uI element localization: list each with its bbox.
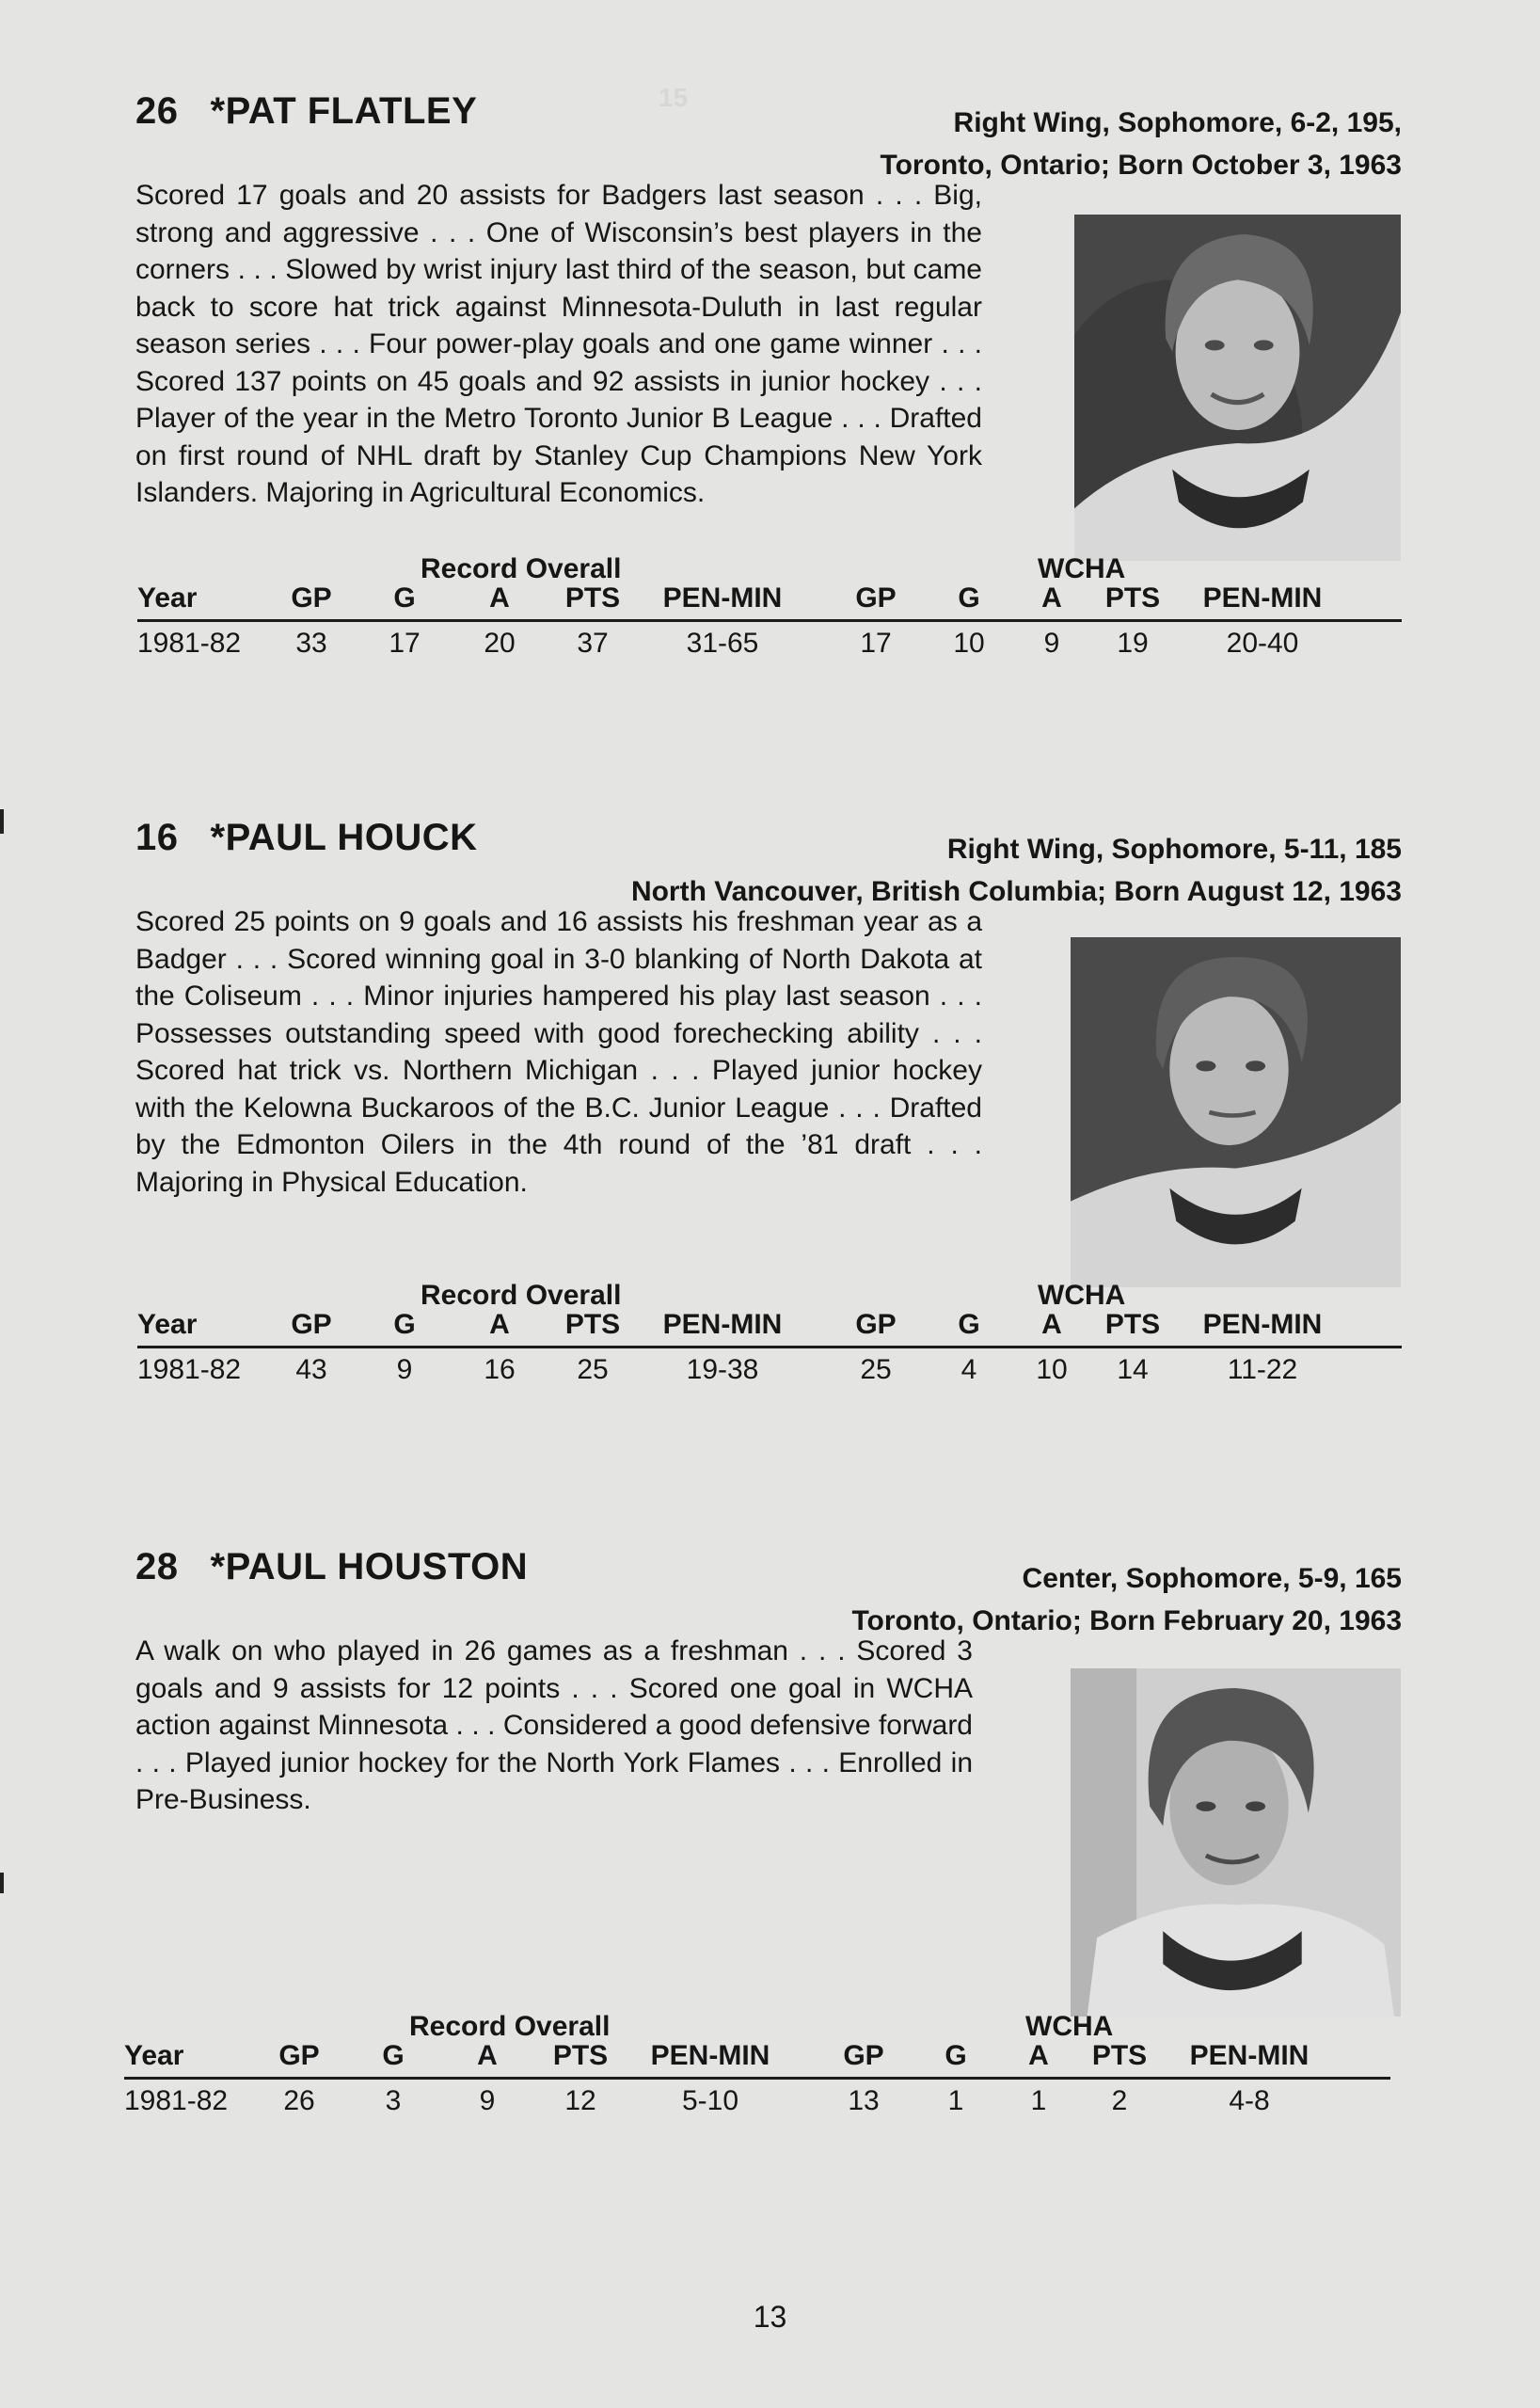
player-headshot-photo bbox=[1074, 215, 1401, 561]
col-g: G bbox=[393, 582, 416, 614]
stats-header-row bbox=[0, 580, 1540, 617]
stat-wcha-pts: 2 bbox=[1111, 2085, 1128, 2116]
player-headshot-photo bbox=[1071, 937, 1401, 1287]
stat-wcha-pts: 19 bbox=[1117, 628, 1149, 659]
col-wcha-pts: PTS bbox=[1104, 582, 1161, 614]
col-wcha-gp: GP bbox=[855, 1309, 897, 1340]
col-g: G bbox=[393, 1309, 416, 1340]
player-bio: Scored 17 goals and 20 assists for Badgers last season . . . Big, strong and aggressive . . . One of Wisconsin’s best players in the corners . . . Slowed by wrist injury last third of the season, but came back to score hat trick against Minnesota-Duluth in last regular season series . . . Four power-play goals and one game winner . . . Scored 137 points on 45 goals and 92 assists in junior hockey . . . Player of the year in the Metro Toronto Junior B League . . . Drafted on first round of NHL draft by Stanley Cup Champions New York Islanders. Majoring in Agricultural Economics. bbox=[135, 180, 982, 508]
stat-wcha-pts: 14 bbox=[1117, 1354, 1149, 1385]
stats-rule bbox=[137, 1346, 1402, 1348]
stat-pts: 37 bbox=[577, 628, 609, 659]
stat-gp: 43 bbox=[295, 1354, 327, 1385]
stat-wcha-g: 4 bbox=[961, 1354, 977, 1385]
col-pts: PTS bbox=[552, 2040, 609, 2071]
headshot-image bbox=[1071, 1668, 1401, 2017]
col-wcha-a: A bbox=[1041, 1309, 1062, 1340]
stat-wcha-pen-min: 20-40 bbox=[1226, 628, 1299, 659]
col-wcha-g: G bbox=[958, 1309, 980, 1340]
stat-wcha-gp: 13 bbox=[848, 2085, 880, 2116]
stats-row bbox=[0, 2082, 1540, 2120]
stat-wcha-gp: 17 bbox=[860, 628, 892, 659]
player-name: *PAUL HOUSTON bbox=[210, 1546, 529, 1587]
player-meta bbox=[631, 828, 1402, 913]
col-pen-min: PEN-MIN bbox=[662, 1309, 783, 1340]
player-name: *PAUL HOUCK bbox=[210, 817, 478, 858]
page-edge-mark bbox=[0, 1873, 4, 1893]
stat-a: 20 bbox=[484, 628, 516, 659]
stat-gp: 33 bbox=[295, 628, 327, 659]
player-number: 26 bbox=[135, 90, 179, 132]
stat-wcha-a: 9 bbox=[1043, 628, 1060, 659]
col-wcha-pen-min: PEN-MIN bbox=[1202, 582, 1323, 614]
player-position-line: Right Wing, Sophomore, 6-2, 195, bbox=[953, 107, 1402, 138]
player-position-line: Right Wing, Sophomore, 5-11, 185 bbox=[946, 834, 1402, 865]
stat-wcha-g: 1 bbox=[947, 2085, 964, 2116]
stat-wcha-gp: 25 bbox=[860, 1354, 892, 1385]
stat-gp: 26 bbox=[283, 2085, 315, 2116]
col-wcha-gp: GP bbox=[855, 582, 897, 614]
player-hometown-line: Toronto, Ontario; Born October 3, 1963 bbox=[880, 150, 1402, 181]
stat-pen-min: 31-65 bbox=[686, 628, 759, 659]
player-name: *PAT FLATLEY bbox=[210, 90, 478, 132]
stat-wcha-a: 10 bbox=[1036, 1354, 1068, 1385]
col-wcha-pts: PTS bbox=[1091, 2040, 1148, 2071]
player-hometown-line: North Vancouver, British Columbia; Born August 12, 1963 bbox=[630, 876, 1402, 907]
col-a: A bbox=[489, 1309, 510, 1340]
stat-year: 1981-82 bbox=[137, 1354, 242, 1385]
player-bio: A walk on who played in 26 games as a freshman . . . Scored 3 goals and 9 assists for 12 points . . . Scored one goal in WCHA action against Minnesota . . . Considered a good defensive forward . . . Played junior hockey for the North York Flames . . . Enrolled in Pre-Business. bbox=[135, 1635, 973, 1815]
col-year: Year bbox=[137, 582, 198, 614]
player-heading bbox=[135, 817, 478, 859]
col-wcha-g: G bbox=[958, 582, 980, 614]
col-a: A bbox=[477, 2040, 498, 2071]
player-number: 28 bbox=[135, 1546, 179, 1587]
col-gp: GP bbox=[291, 1309, 332, 1340]
stats-row bbox=[0, 625, 1540, 662]
stat-wcha-pen-min: 11-22 bbox=[1227, 1354, 1298, 1385]
col-wcha-pen-min: PEN-MIN bbox=[1202, 1309, 1323, 1340]
col-wcha-pts: PTS bbox=[1104, 1309, 1161, 1340]
player-headshot-photo bbox=[1071, 1668, 1401, 2017]
col-wcha-pen-min: PEN-MIN bbox=[1189, 2040, 1310, 2071]
stat-year: 1981-82 bbox=[137, 628, 242, 659]
stat-pen-min: 19-38 bbox=[686, 1354, 759, 1385]
stat-a: 16 bbox=[484, 1354, 516, 1385]
col-pts: PTS bbox=[564, 582, 621, 614]
player-meta bbox=[880, 102, 1402, 186]
player-meta bbox=[851, 1557, 1402, 1642]
stats-rule bbox=[137, 619, 1402, 622]
stat-g: 3 bbox=[385, 2085, 402, 2116]
player-hometown-line: Toronto, Ontario; Born February 20, 1963 bbox=[851, 1605, 1402, 1636]
col-a: A bbox=[489, 582, 510, 614]
col-pen-min: PEN-MIN bbox=[650, 2040, 770, 2071]
stat-wcha-g: 10 bbox=[953, 628, 985, 659]
col-gp: GP bbox=[291, 582, 332, 614]
stat-pts: 25 bbox=[577, 1354, 609, 1385]
col-year: Year bbox=[124, 2040, 184, 2071]
col-year: Year bbox=[137, 1309, 198, 1340]
stat-pts: 12 bbox=[564, 2085, 596, 2116]
stat-wcha-pen-min: 4-8 bbox=[1229, 2085, 1270, 2116]
stat-g: 9 bbox=[396, 1354, 413, 1385]
col-pen-min: PEN-MIN bbox=[662, 582, 783, 614]
bleed-through-text: 15 bbox=[659, 83, 689, 112]
stats-group-wcha: WCHA bbox=[1038, 1280, 1126, 1311]
page-edge-mark bbox=[0, 809, 4, 834]
col-wcha-a: A bbox=[1041, 582, 1062, 614]
player-bio: Scored 25 points on 9 goals and 16 assists his freshman year as a Badger . . . Scored winning goal in 3-0 blanking of North Dakota at the Coliseum . . . Minor injuries hampered his play last season . . . Possesses outstanding speed with good forechecking ability . . . Scored hat trick vs. Northern Michigan . . . Played junior hockey with the Kelowna Buckaroos of the B.C. Junior League . . . Drafted by the Edmonton Oilers in the 4th round of the ’81 draft . . . Majoring in Physical Education. bbox=[135, 906, 982, 1198]
stat-a: 9 bbox=[479, 2085, 496, 2116]
player-position-line: Center, Sophomore, 5-9, 165 bbox=[1022, 1563, 1402, 1594]
col-wcha-gp: GP bbox=[843, 2040, 884, 2071]
stats-rule bbox=[124, 2077, 1390, 2080]
col-pts: PTS bbox=[564, 1309, 621, 1340]
stats-group-overall: Record Overall bbox=[421, 553, 622, 584]
player-number: 16 bbox=[135, 817, 179, 858]
headshot-image bbox=[1071, 937, 1401, 1287]
stats-group-wcha: WCHA bbox=[1025, 2011, 1114, 2042]
headshot-image bbox=[1074, 215, 1401, 561]
stats-header-row bbox=[0, 1306, 1540, 1344]
stat-year: 1981-82 bbox=[124, 2085, 229, 2116]
player-heading bbox=[135, 90, 477, 133]
stats-group-overall: Record Overall bbox=[409, 2011, 611, 2042]
stats-header-row bbox=[0, 2037, 1540, 2075]
col-g: G bbox=[382, 2040, 405, 2071]
col-wcha-a: A bbox=[1028, 2040, 1049, 2071]
col-wcha-g: G bbox=[945, 2040, 967, 2071]
stats-group-wcha: WCHA bbox=[1038, 553, 1126, 584]
stats-group-overall: Record Overall bbox=[421, 1280, 622, 1311]
stat-wcha-a: 1 bbox=[1030, 2085, 1047, 2116]
stat-pen-min: 5-10 bbox=[681, 2085, 739, 2116]
stat-g: 17 bbox=[389, 628, 421, 659]
player-heading bbox=[135, 1546, 528, 1588]
stats-row bbox=[0, 1351, 1540, 1389]
page-number: 13 bbox=[753, 2300, 787, 2334]
col-gp: GP bbox=[278, 2040, 320, 2071]
